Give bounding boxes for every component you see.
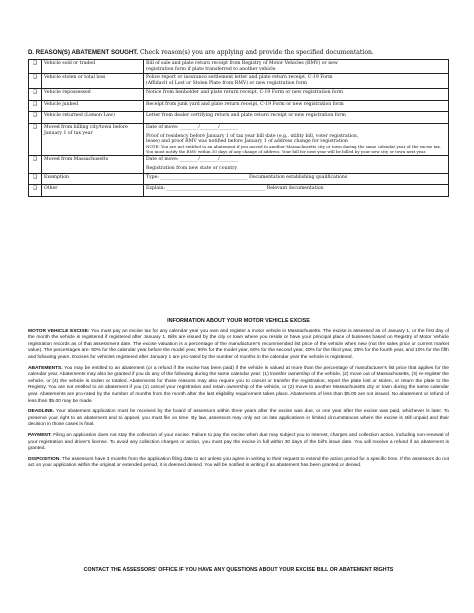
reason-doc-line: Receipt from junk yard and plate return receipt, C-19 Form or new registration form [146, 101, 344, 107]
reason-doc-line: Proof of residency before January 1 of tax year bill date (e.g., utility bill, voter registration, [146, 133, 359, 139]
reason-label: Moved from Massachusetts [44, 157, 109, 163]
section-d-heading [28, 49, 448, 56]
paragraph-lead: DEADLINE. [28, 409, 55, 415]
reason-checkbox[interactable]: ❑ [32, 124, 38, 130]
reason-doc-line: Bill of sale and plate return receipt from Registry of Motor Vehicles (RMV) or new [146, 61, 338, 66]
reasons-table [28, 59, 449, 197]
reason-label: Exemption [44, 174, 69, 180]
reason-row-exemption [29, 173, 449, 185]
reason-row-junked [29, 100, 449, 112]
paragraph-lead: DISPOSITION. [28, 456, 61, 462]
paragraph-text: Filing an application does not stay the collection of your excise. Failure to pay the excise when due may subject you to interest, charges and collection action, including non-renewal of your registration and driver's license. To avoid any collection charges or action, you must pay the excise in full within 30 days of the bill's issue date. You will receive a refund if an abatement is granted. [28, 432, 449, 452]
reason-doc-line: Letter from dealer certifying return and plate return receipt or new registration form [146, 113, 346, 119]
reason-checkbox[interactable]: ❑ [32, 157, 38, 163]
paragraph-text: The assessors have 3 months from the application filing date to act unless you agree in writing to their request to extend the action period for a specific time. If the assessors do not act on your application within the original or extended period, it is deemed denied. You will be notified in writing if an abatement has been granted or denied. [28, 456, 449, 469]
info-paragraph-deadline [28, 409, 449, 429]
reason-note: NOTE: You are not entitled to an abatement if you moved to another Massachusetts city or town during the same calendar year of the excise tax. You must notify the RMV within 30 days of any change of address. Your bill for next year will be billed by your new city or town next year. [146, 144, 442, 154]
section-d-title: D. REASON(S) ABATEMENT SOUGHT. [28, 49, 139, 56]
info-title: INFORMATION ABOUT YOUR MOTOR VEHICLE EXCISE [167, 318, 310, 324]
reason-label: Vehicle returned (Lemon Law) [44, 113, 115, 119]
reason-row-moved-city [29, 123, 449, 155]
excise-information [28, 318, 449, 474]
reason-checkbox[interactable]: ❑ [32, 186, 38, 192]
reason-checkbox[interactable]: ❑ [32, 61, 38, 66]
paragraph-text: You may be entitled to an abatement (or a refund if the excise has been paid) if the vehicle is valued at more than the percentage of manufacturer's list price that applies for the calendar year. Abatements may also be granted if you do any of the following during the same calendar year: (1) transfer ownership of the vehicle, (2) move out of Massachusetts, (3) re-register the vehicle, or (4) the vehicle is stolen or totaled. Abatements for those reasons may also require you to cancel or transfer the registration, report the plate lost or stolen, or return the plate to the Registry. You are not entitled to an abatement if you (1) cancel your registration and retain ownership of the vehicle, or (2) move to another Massachusetts city or town during the same calendar year. Abatements are pro-rated by the number of months from the month after the last eligibility requirement takes place. Abatements of less than $5.00 are not issued. No abatement or refund of less than $5.00 may be made. [28, 365, 449, 404]
reason-label: Vehicle junked [44, 101, 79, 107]
exemption-type-field[interactable]: Type: ______________________________________ Documentation establishing qualifications [146, 174, 348, 180]
reason-row-lemon-law [29, 112, 449, 124]
move-date-field[interactable]: Date of move: ________/________/________ [146, 124, 239, 130]
reason-doc-line: Registration from new state or country [146, 165, 238, 171]
reason-doc-line: (Affidavit of Lost or Stolen Plate from RMV) or new registration form [146, 81, 308, 87]
info-paragraph-abatements [28, 366, 449, 406]
other-explain-field[interactable]: Explain: ___________________________________________ Relevant documentation [146, 186, 324, 192]
paragraph-lead: PAYMENT. [28, 432, 52, 438]
section-d-instructions: Check reason(s) you are applying and provide the specified documentation. [139, 49, 374, 56]
reason-label: Vehicle repossessed [44, 89, 91, 95]
move-date-field[interactable]: Date of move: ________/________/________ [146, 157, 239, 163]
reason-row-sold [29, 60, 449, 74]
paragraph-text: Your abatement application must be received by the board of assessors within three years after the excise was due, or one year after the excise was paid, whichever is later. To preserve your right to an abatement and to appeal, you must file on time. By law, assessors may only act on late applications in limited circumstances where the excise is still unpaid and their decision in those cases is final. [28, 409, 449, 428]
paragraph-text: You must pay an excise tax for any calendar year you own and register a motor vehicle in Massachusetts. The excise is assessed as of January 1, or the first day of the month the vehicle is registered if registered after January 1. Bills are issued by the city or town where you reside or have your principal place of business based on Registry of Motor Vehicle registration records as of that assessment date. The excise valuation is a percentage of the manufacturer's recommended list price of the vehicle when new (not the sales price or current market value). The percentages are: 50% for the calendar year before the model year, 90% for the model year, 60% for the second year, 40% for the third year, 25% for the fourth year, and 10% for the fifth and following years. Excises for vehicles registered after January 1 are pro-rated by the number of months in the calendar year the vehicle is registered. [28, 328, 449, 360]
reason-row-stolen [29, 74, 449, 88]
paragraph-lead: MOTOR VEHICLE EXCISE: [28, 328, 90, 334]
reason-row-other [29, 185, 449, 197]
info-paragraph-disposition [28, 457, 449, 470]
reason-doc-line: Police report or insurance settlement letter and plate return receipt, C-19 Form [146, 75, 333, 81]
reason-label: Vehicle stolen or total loss [44, 75, 106, 81]
reason-checkbox[interactable]: ❑ [32, 174, 38, 180]
reason-doc-line: registration form if plate transferred to another vehicle [146, 66, 276, 72]
reason-label: Vehicle sold or traded [44, 61, 96, 66]
paragraph-lead: ABATEMENTS. [28, 365, 63, 371]
reason-checkbox[interactable]: ❑ [32, 113, 38, 119]
reason-label: Moved from billing city/town before January 1 of tax year [44, 124, 128, 136]
info-paragraph-payment [28, 433, 449, 453]
contact-assessors-notice: CONTACT THE ASSESSORS' OFFICE IF YOU HAVE ANY QUESTIONS ABOUT YOUR EXCISE BILL OR ABATEMENT RIGHTS [83, 567, 394, 573]
reason-row-moved-state [29, 156, 449, 173]
reason-label: Other [44, 186, 58, 192]
reason-row-repossessed [29, 88, 449, 100]
reason-checkbox[interactable]: ❑ [32, 101, 38, 107]
reason-checkbox[interactable]: ❑ [32, 89, 38, 95]
reason-doc-line: lease) and proof RMV was notified before January 1 of address change for registration [146, 139, 348, 145]
info-paragraph-excise [28, 329, 449, 362]
reason-checkbox[interactable]: ❑ [32, 75, 38, 81]
reason-doc-line: Notice from lienholder and plate return receipt, C-19 Form or new registration form [146, 89, 343, 95]
